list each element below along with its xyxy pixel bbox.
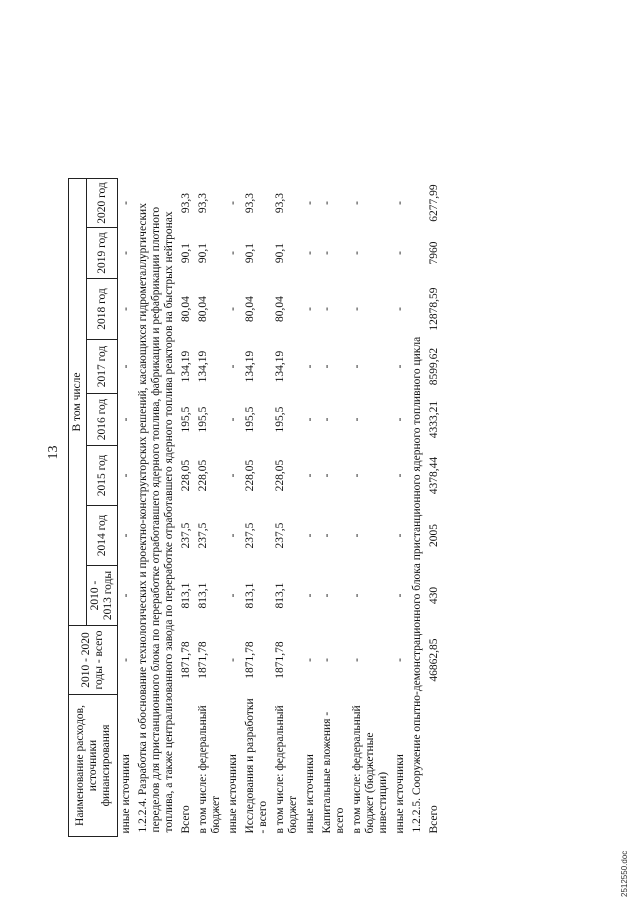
value-cell: 228,05 [244, 459, 256, 492]
value-cell: - [321, 473, 333, 478]
row-label: Всего [428, 805, 440, 834]
table-row [302, 179, 319, 837]
value-cell: 4378,44 [428, 456, 440, 495]
value-cell: - [321, 307, 333, 311]
value-cell: 134,19 [244, 350, 256, 383]
value-cell: 237,5 [197, 522, 209, 549]
value-cell: 80,04 [197, 296, 209, 322]
value-cell: - [351, 417, 363, 422]
value-cell: - [304, 417, 316, 422]
value-cell: - [351, 251, 363, 255]
value-cell: - [394, 307, 406, 311]
value-cell: - [227, 364, 239, 369]
value-cell: 90,1 [197, 242, 209, 264]
row-label: в том числе: федеральный бюджет [197, 705, 222, 834]
value-cell: 228,05 [274, 459, 286, 492]
value-cell: - [321, 658, 333, 662]
row-label: в том числе: федеральный бюджет (бюджетные инвестиции) [351, 705, 389, 834]
value-cell: - [120, 201, 132, 205]
table-row [272, 179, 302, 837]
value-cell: - [351, 593, 363, 598]
value-cell: - [351, 533, 363, 538]
value-cell: - [120, 593, 132, 598]
value-cell: - [227, 533, 239, 538]
section-heading: 1.2.2.4. Разработка и обоснование технологических и проектно-конструкторских решений, касающихся гидрометаллургических переделов для пристанционного блока по переработке отработавшего ядерного топлива, фабрикации и рефабрикации плотного топлива, а также централизованного завода по переработке отработавшего ядерного топлива реакторов на быстрых нейтронах [137, 203, 175, 833]
value-cell: - [304, 307, 316, 311]
value-cell: - [227, 201, 239, 205]
table-row [225, 179, 242, 837]
value-cell: 90,1 [180, 242, 192, 264]
table-row [392, 179, 409, 837]
value-cell: - [227, 307, 239, 311]
header-year: 2020 год [87, 179, 118, 228]
value-cell: - [321, 417, 333, 422]
financing-table [68, 178, 443, 837]
value-cell: 195,5 [180, 406, 192, 433]
value-cell: 90,1 [274, 242, 286, 264]
value-cell: 195,5 [274, 406, 286, 433]
value-cell: 46862,85 [428, 638, 440, 682]
value-cell: - [304, 251, 316, 255]
value-cell: - [304, 658, 316, 662]
value-cell: 237,5 [274, 522, 286, 549]
value-cell: - [321, 201, 333, 205]
value-cell: - [351, 201, 363, 205]
page-number: 13 [46, 445, 61, 460]
value-cell: - [351, 473, 363, 478]
table-row [426, 179, 443, 837]
value-cell: - [304, 364, 316, 369]
table-row [195, 179, 225, 837]
value-cell: 8599,62 [428, 347, 440, 386]
value-cell: 134,19 [274, 350, 286, 383]
value-cell: 93,3 [244, 192, 256, 214]
value-cell: 1871,78 [274, 641, 286, 679]
header-year: 2019 год [87, 228, 118, 279]
value-cell: - [227, 658, 239, 662]
value-cell: 4333,21 [428, 400, 440, 439]
value-cell: 237,5 [244, 522, 256, 549]
value-cell: - [394, 417, 406, 422]
value-cell: - [120, 251, 132, 255]
value-cell: 813,1 [244, 582, 256, 609]
header-year: 2010 - 2013 годы [87, 566, 118, 626]
row-label: иные источники [304, 754, 316, 834]
value-cell: - [394, 251, 406, 255]
header-year: 2014 год [87, 506, 118, 566]
value-cell: 228,05 [197, 459, 209, 492]
value-cell: - [120, 364, 132, 369]
row-label: иные источники [120, 754, 132, 834]
header-name-column: Наименование расходов, источники финансирования [69, 695, 118, 837]
value-cell: - [321, 251, 333, 255]
value-cell: 195,5 [197, 406, 209, 433]
header-in-that-number: В том числе [69, 179, 87, 626]
value-cell: - [351, 307, 363, 311]
table-row [319, 179, 349, 837]
value-cell: - [227, 251, 239, 255]
value-cell: - [120, 307, 132, 311]
value-cell: - [227, 417, 239, 422]
row-label: Всего [180, 805, 192, 834]
value-cell: 7960 [428, 241, 440, 265]
value-cell: 1871,78 [180, 641, 192, 679]
value-cell: - [304, 533, 316, 538]
value-cell: 237,5 [180, 522, 192, 549]
value-cell: - [394, 593, 406, 598]
table-row [178, 179, 195, 837]
row-label: в том числе: федеральный бюджет [274, 705, 299, 834]
value-cell: 813,1 [274, 582, 286, 609]
value-cell: - [120, 658, 132, 662]
row-label: Капитальные вложения - всего [321, 711, 346, 834]
value-cell: - [304, 201, 316, 205]
value-cell: 80,04 [244, 296, 256, 322]
value-cell: 813,1 [180, 582, 192, 609]
row-label: иные источники [227, 754, 239, 834]
value-cell: - [304, 473, 316, 478]
value-cell: 6277,99 [428, 184, 440, 222]
header-year: 2015 год [87, 446, 118, 506]
section-heading-row [135, 179, 178, 837]
header-year: 2018 год [87, 279, 118, 340]
value-cell: 813,1 [197, 582, 209, 609]
value-cell: - [394, 533, 406, 538]
header-year: 2017 год [87, 340, 118, 394]
section-heading-row [409, 179, 426, 837]
value-cell: - [321, 533, 333, 538]
value-cell: 93,3 [180, 192, 192, 214]
value-cell: - [321, 364, 333, 369]
table-row [118, 179, 136, 837]
value-cell: 2005 [428, 524, 440, 547]
row-label: Исследования и разработки - всего [244, 698, 269, 834]
footer-filename: 2512550.doc [620, 850, 629, 897]
table-row [349, 179, 392, 837]
value-cell: - [120, 473, 132, 478]
value-cell: - [227, 593, 239, 598]
value-cell: 134,19 [180, 350, 192, 383]
value-cell: - [321, 593, 333, 598]
value-cell: - [394, 364, 406, 369]
value-cell: 1871,78 [244, 641, 256, 679]
row-label: иные источники [394, 754, 406, 834]
value-cell: - [351, 658, 363, 662]
value-cell: 93,3 [197, 192, 209, 214]
value-cell: 12878,59 [428, 287, 440, 331]
value-cell: 1871,78 [197, 641, 209, 679]
value-cell: 195,5 [244, 406, 256, 433]
value-cell: - [394, 473, 406, 478]
value-cell: 80,04 [180, 296, 192, 322]
value-cell: - [120, 417, 132, 422]
header-year: 2016 год [87, 394, 118, 446]
value-cell: - [351, 364, 363, 369]
table-row [242, 179, 272, 837]
header-total-column: 2010 - 2020 годы - всего [69, 626, 118, 695]
value-cell: 93,3 [274, 192, 286, 214]
value-cell: 228,05 [180, 459, 192, 492]
value-cell: 430 [428, 586, 440, 605]
value-cell: 134,19 [197, 350, 209, 383]
value-cell: - [394, 658, 406, 662]
value-cell: - [120, 533, 132, 538]
value-cell: - [304, 593, 316, 598]
value-cell: 80,04 [274, 296, 286, 322]
value-cell: 90,1 [244, 242, 256, 264]
value-cell: - [227, 473, 239, 478]
value-cell: - [394, 201, 406, 205]
section-heading: 1.2.2.5. Сооружение опытно-демонстрационного блока пристанционного ядерного топливного цикла [411, 336, 423, 833]
